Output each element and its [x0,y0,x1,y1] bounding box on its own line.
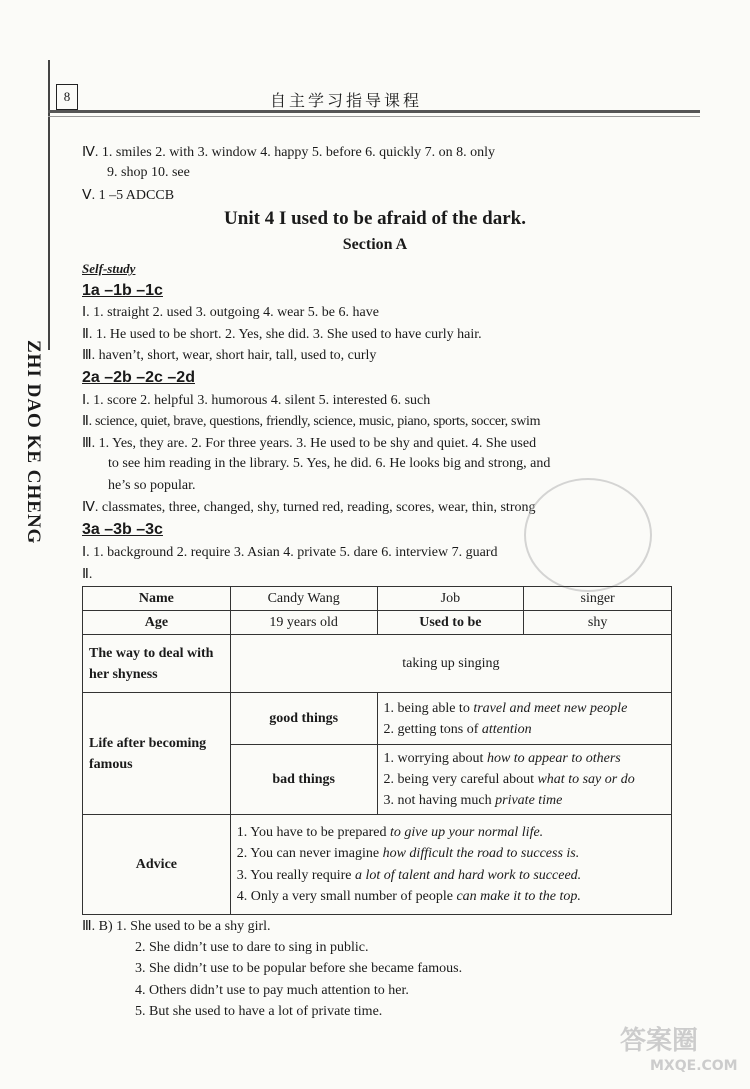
answer-line: 2. She didn’t use to dare to sing in public. [135,940,369,955]
summary-table [82,586,672,915]
answer-line: Ⅲ. haven’t, short, wear, short hair, tall, used to, curly [82,348,377,363]
section-heading: 3a –3b –3c [82,521,163,538]
table-cell: Used to be [377,611,524,635]
list-item: 2. You can never imagine how difficult the road to success is. [236,846,580,861]
page-header-title: 自主学习指导课程 [270,91,423,110]
table-cell: shy [524,611,672,635]
section-heading: 2a –2b –2c –2d [82,369,195,386]
answer-line: Ⅳ. 1. smiles 2. with 3. window 4. happy 5. before 6. quickly 7. on 8. only [82,145,496,160]
table-cell: 19 years old [230,611,377,635]
list-item: 1. worrying about how to appear to others [383,751,621,766]
list-item: 1. You have to be prepared to give up your normal life. [236,824,544,840]
answer-line: 4. Others didn’t use to pay much attention to her. [135,983,409,998]
answer-line: 3. She didn’t use to be popular before she became famous. [135,961,463,976]
left-margin-rule [48,60,50,350]
table-cell: The way to deal with her shyness [83,635,231,693]
answer-line: Ⅰ. 1. straight 2. used 3. outgoing 4. wear 5. be 6. have [82,305,379,320]
answer-line: Ⅲ. 1. Yes, they are. 2. For three years. 3. He used to be shy and quiet. 4. She used [82,436,537,451]
table-cell: Advice [83,815,231,915]
self-study-label: Self-study [82,261,136,276]
table-cell [377,745,671,815]
list-item: 2. being very careful about what to say or do [383,772,635,787]
answer-line: Ⅴ. 1 –5 ADCCB [82,188,175,203]
answer-line: Ⅱ. 1. He used to be short. 2. Yes, she did. 3. She used to have curly hair. [82,327,482,342]
answer-line: Ⅰ. 1. background 2. require 3. Asian 4. private 5. dare 6. interview 7. guard [82,545,498,560]
table-cell: Job [377,587,524,611]
list-item: 3. not having much private time [383,793,563,808]
answer-line: Ⅱ. science, quiet, brave, questions, friendly, science, music, piano, sports, soccer, swim [82,414,541,429]
answer-line: he’s so popular. [108,478,196,493]
table-cell: Age [83,611,231,635]
table-cell: Life after becoming famous [83,693,231,815]
table-cell: good things [230,693,377,745]
watermark-url: MXQE.COM [650,1058,738,1074]
watermark-logo: 答案圈 [620,1026,699,1056]
side-title: ZHI DAO KE CHENG [23,340,44,545]
answer-line: to see him reading in the library. 5. Yes, he did. 6. He looks big and strong, and [108,456,551,471]
header-rule-thin [48,116,700,117]
unit-title: Unit 4 I used to be afraid of the dark. [224,208,526,229]
page-number: 8 [56,84,78,110]
table-cell: Name [83,587,231,611]
answer-line: Ⅱ. [82,567,93,582]
table-cell [230,815,671,915]
answer-line: Ⅳ. classmates, three, changed, shy, turned red, reading, scores, wear, thin, strong [82,500,536,515]
table-cell: singer [524,587,672,611]
table-cell: Candy Wang [230,587,377,611]
answer-line: 5. But she used to have a lot of private time. [135,1004,383,1019]
stamp-seal [524,478,652,592]
list-item: 4. Only a very small number of people can make it to the top. [236,889,581,904]
list-item: 1. being able to travel and meet new people [383,700,628,716]
list-item: 3. You really require a lot of talent and hard work to succeed. [236,867,582,883]
list-item: 2. getting tons of attention [383,721,532,737]
section-heading: 1a –1b –1c [82,282,163,299]
section-title: Section A [342,236,408,253]
answer-line: Ⅲ. B) 1. She used to be a shy girl. [82,919,271,934]
table-cell [377,693,671,745]
answer-line: 9. shop 10. see [107,165,190,180]
header-rule [48,110,700,113]
table-cell: taking up singing [230,635,671,693]
table-cell: bad things [230,745,377,815]
answer-line: Ⅰ. 1. score 2. helpful 3. humorous 4. silent 5. interested 6. such [82,393,431,408]
